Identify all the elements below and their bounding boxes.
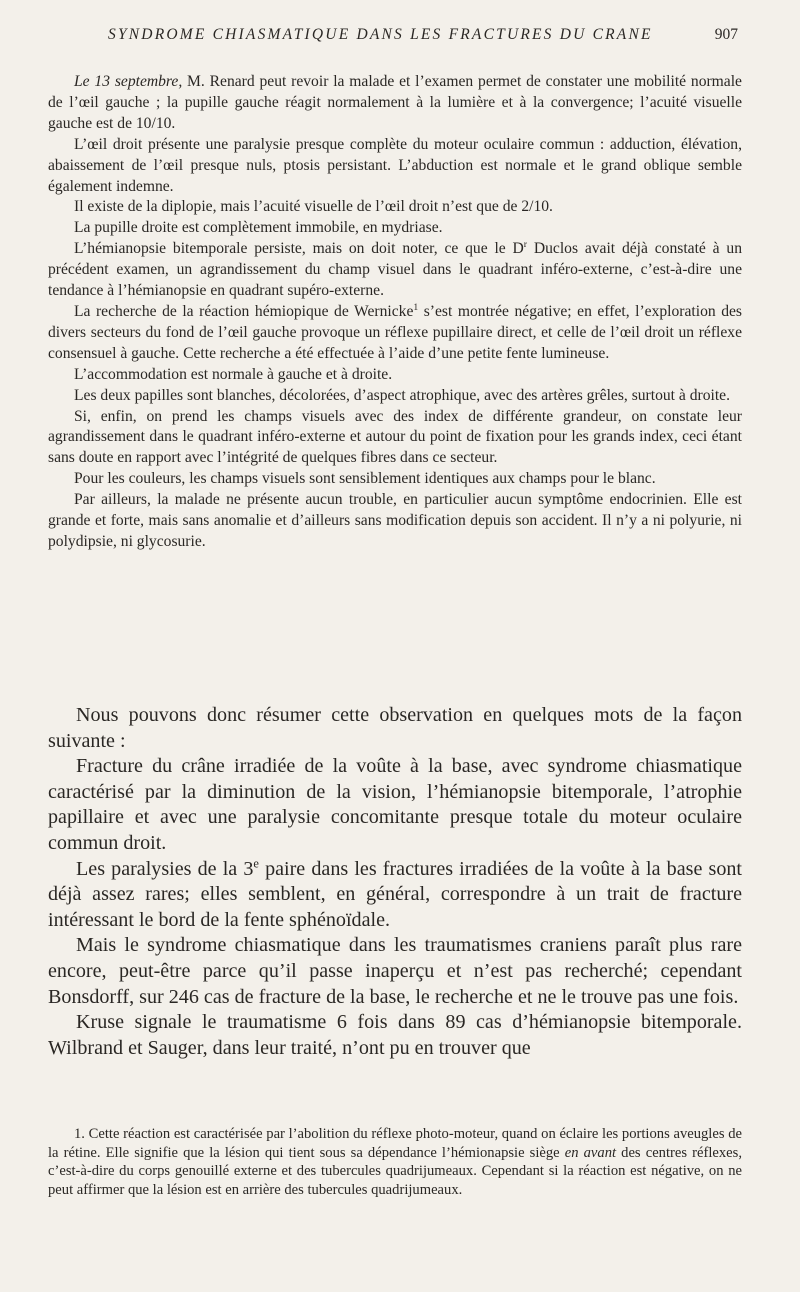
- summary-section: [48, 703, 742, 1061]
- observation-text: M. Renard peut revoir la malade et l’examen permet de constater une mobilité normale de l’œil gauche ; la pupille gauche réagit normalement à la lumière et à la convergence; l’acuité visuelle gauche est de 10/10.: [48, 73, 742, 132]
- footnote-emphasis: en avant: [564, 1144, 617, 1161]
- page-number: 907: [714, 26, 738, 43]
- footnote-reference[interactable]: 1: [413, 301, 419, 313]
- observation-section: [48, 72, 742, 553]
- summary-text: Les paralysies de la 3: [76, 857, 254, 880]
- observation-paragraph: L’accommodation est normale à gauche et à droite.: [74, 365, 393, 383]
- observation-text: L’hémianopsie bitemporale persiste, mais on doit noter, ce que le D: [74, 240, 524, 258]
- observation-date: Le 13 septembre,: [74, 73, 183, 90]
- observation-paragraph: [48, 239, 742, 302]
- observation-paragraph: L’œil droit présente une paralysie presque complète du moteur oculaire commun : adduction, élévation, abaissement de l’œil presque nuls, ptosis persistant. L’abduction est normale et le grand oblique semble également indemne.: [48, 135, 742, 195]
- observation-text: Duclos avait déjà constaté à un précédent examen, un agrandissement du champ visuel dans le quadrant inféro-externe, c’est-à-dire une tendance à l’hémianopsie en quadrant supéro-externe.: [48, 240, 742, 300]
- footnote-text: des centres réflexes, c’est-à-dire du corps genouillé externe et des tubercules quadrijumeaux. Cependant si la réaction est négative, on ne peut affirmer que la lésion est en arrière des tubercules quadrijumeaux.: [48, 1144, 742, 1198]
- observation-paragraph: [48, 72, 742, 135]
- summary-paragraph: Nous pouvons donc résumer cette observation en quelques mots de la façon suivante :: [48, 704, 742, 752]
- footnote: [48, 1125, 742, 1199]
- observation-text: La recherche de la réaction hémiopique de Wernicke: [74, 302, 414, 320]
- observation-paragraph: Pour les couleurs, les champs visuels sont sensiblement identiques aux champs pour le blanc.: [74, 470, 656, 488]
- running-head-title: SYNDROME CHIASMATIQUE DANS LES FRACTURES DU CRANE: [108, 26, 653, 43]
- superscript: e: [253, 855, 259, 870]
- observation-paragraph: Par ailleurs, la malade ne présente aucun trouble, en particulier aucun symptôme endocrinien. Elle est grande et forte, mais sans anomalie et d’ailleurs sans modification depuis son accident. Il n’y a ni polyurie, ni polydipsie, ni glycosurie.: [48, 491, 742, 550]
- running-head: [0, 26, 800, 52]
- footnote-paragraph: [48, 1125, 742, 1199]
- observation-paragraph: Si, enfin, on prend les champs visuels avec des index de différente grandeur, on constate leur agrandissement dans le quadrant inféro-externe et autour du point de fixation pour les grands index, ceci étant sans doute en rapport avec l’intégrité de quelques fibres dans ce secteur.: [48, 407, 742, 467]
- summary-text: paire dans les fractures irradiées de la voûte à la base sont déjà assez rares; elles semblent, en général, correspondre à un trait de fracture intéressant le bord de la fente sphénoïdale.: [48, 857, 742, 931]
- summary-paragraph: [48, 857, 742, 934]
- summary-paragraph: Fracture du crâne irradiée de la voûte à la base, avec syndrome chiasmatique caractérisé par la diminution de la vision, l’hémianopsie bitemporale, l’atrophie papillaire et avec une paralysie concomitante presque totale du moteur oculaire commun droit.: [48, 755, 742, 854]
- superscript: r: [523, 239, 528, 251]
- summary-paragraph: Kruse signale le traumatisme 6 fois dans 89 cas d’hémianopsie bitemporale. Wilbrand et Sauger, dans leur traité, n’ont pu en trouver que: [48, 1011, 742, 1059]
- summary-paragraph: Mais le syndrome chiasmatique dans les traumatismes craniens paraît plus rare encore, peut-être parce qu’il passe inaperçu et n’est pas recherché; cependant Bonsdorff, sur 246 cas de fracture de la base, le recherche et ne le trouve pas une fois.: [48, 934, 742, 1008]
- observation-paragraph: La pupille droite est complètement immobile, en mydriase.: [74, 219, 443, 237]
- observation-paragraph: [48, 302, 742, 365]
- observation-paragraph: Les deux papilles sont blanches, décolorées, d’aspect atrophique, avec des artères grêles, surtout à droite.: [74, 386, 730, 404]
- footnote-text: 1. Cette réaction est caractérisée par l’abolition du réflexe photo-moteur, quand on éclaire les portions aveugles de la rétine. Elle signifie que la lésion qui tient sous sa dépendance l’hémionapsie siège: [48, 1126, 742, 1161]
- observation-paragraph: Il existe de la diplopie, mais l’acuité visuelle de l’œil droit n’est que de 2/10.: [74, 198, 553, 216]
- observation-text: s’est montrée négative; en effet, l’exploration des divers secteurs du fond de l’œil gauche provoque un réflexe pupillaire direct, et celle de l’œil droit un réflexe consensuel à gauche. Cette recherche a été effectuée à l’aide d’une petite fente lumineuse.: [48, 302, 742, 362]
